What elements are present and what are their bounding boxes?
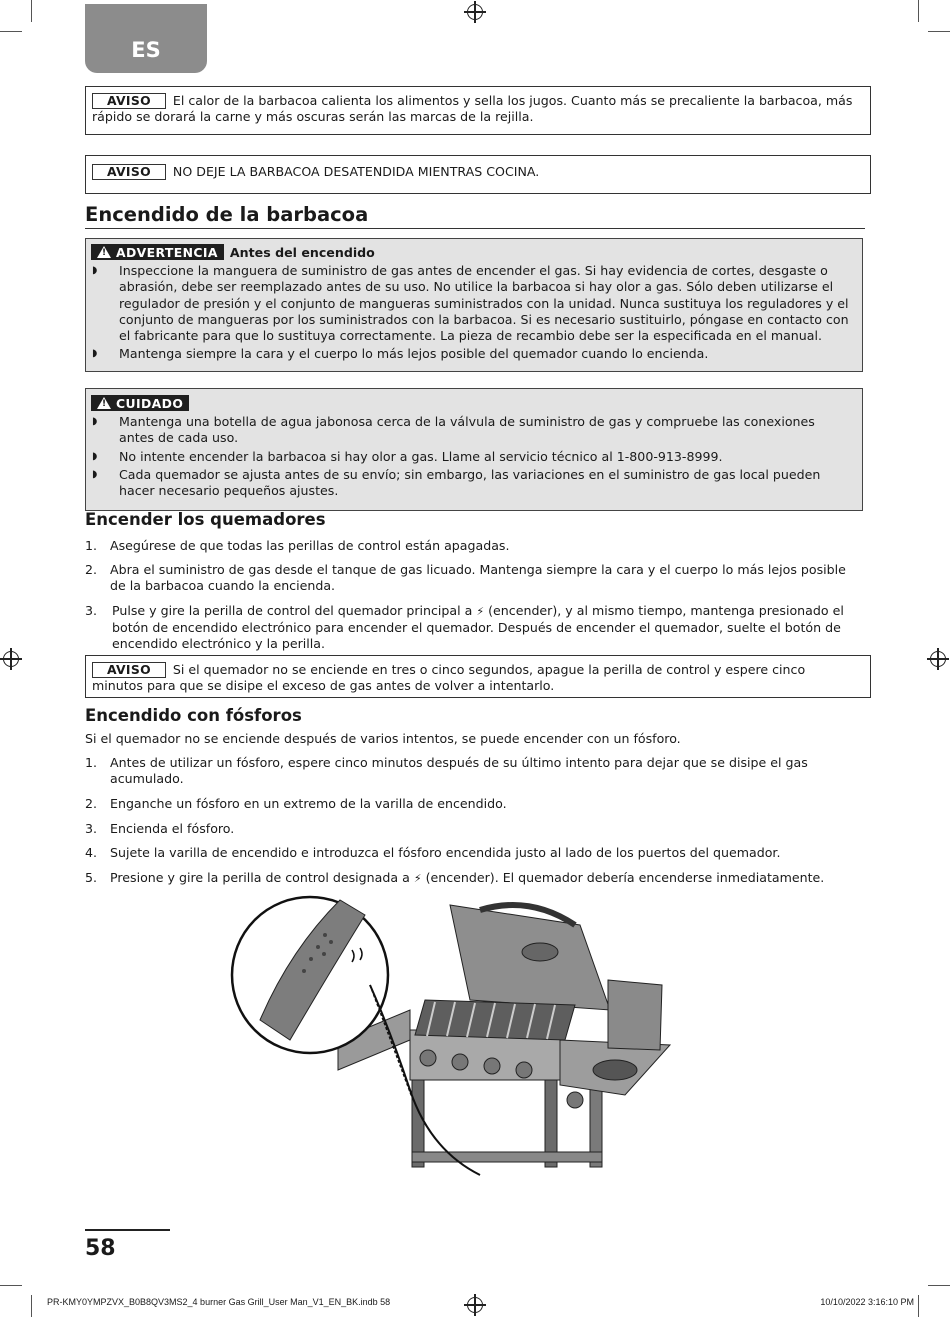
caution-label: ! CUIDADO (91, 395, 189, 411)
section-title: Encendido de la barbacoa (85, 203, 369, 226)
list-item: ◗ Cada quemador se ajusta antes de su envío; sin embargo, las variaciones en el suministro de gas local pueden hacer necesario pequeños ajustes. (92, 467, 852, 499)
crop-mark (928, 1285, 950, 1286)
list-item: 2. Abra el suministro de gas desde el tanque de gas licuado. Mantenga siempre la cara y el cuerpo lo más lejos posible de la barbacoa cuando la encienda. (85, 562, 846, 594)
grill-match-lighting-illustration (230, 890, 690, 1180)
ignite-icon: ⚡ (413, 872, 422, 886)
crop-mark (0, 1285, 22, 1286)
section-divider (85, 228, 865, 229)
burners-title: Encender los quemadores (85, 510, 326, 529)
crop-mark (31, 0, 32, 22)
warning-title: Antes del encendido (229, 245, 375, 260)
page-number: 58 (85, 1236, 116, 1261)
matches-intro: Si el quemador no se enciende después de varios intentos, se puede encender con un fósforo. (85, 731, 681, 746)
aviso-label: AVISO (92, 164, 166, 180)
registration-mark-left (3, 651, 19, 667)
aviso-label: AVISO (92, 662, 166, 678)
language-tab: ES (85, 4, 207, 73)
notice-text: NO DEJE LA BARBACOA DESATENDIDA MIENTRAS COCINA. (172, 164, 540, 179)
list-item: ◗ Mantenga una botella de agua jabonosa cerca de la válvula de suministro de gas y compruebe las conexiones antes de cada uso. (92, 414, 852, 446)
crop-mark (918, 0, 919, 22)
notice-text: Si el quemador no se enciende en tres o cinco segundos, apague la perilla de control y espere cinco minutos para que se disipe el exceso de gas antes de volver a intentarlo. (92, 662, 806, 694)
matches-steps (85, 755, 860, 887)
notice-unattended (85, 155, 871, 194)
registration-mark-top (467, 4, 483, 20)
notice-retry (85, 655, 871, 698)
warning-label: ! ADVERTENCIA (91, 244, 224, 260)
warning-triangle-icon: ! (97, 246, 111, 258)
crop-mark (928, 31, 950, 32)
ignite-icon: ⚡ (476, 604, 485, 618)
warning-list (86, 263, 862, 362)
list-item: 2. Enganche un fósforo en un extremo de la varilla de encendido. (85, 795, 507, 811)
notice-text: El calor de la barbacoa calienta los alimentos y sella los jugos. Cuanto más se precaliente la barbacoa, más rápido se dorará la carne y más oscuras serán las marcas de la rejilla. (92, 93, 853, 125)
list-item: 4. Sujete la varilla de encendido e introduzca el fósforo encendida justo al lado de los puertos del quemador. (85, 845, 781, 861)
caution-list (86, 414, 862, 499)
list-item: 1. Asegúrese de que todas las perillas de control están apagadas. (85, 538, 510, 553)
warning-triangle-icon: ! (97, 397, 111, 409)
list-item: 5. Presione y gire la perilla de control designada a ⚡ (encender). El quemador debería encenderse inmediatamente. (85, 870, 825, 886)
list-item: ◗ No intente encender la barbacoa si hay olor a gas. Llame al servicio técnico al 1-800-913-8999. (92, 449, 852, 465)
caution-box (85, 388, 863, 511)
list-item: ◗ Mantenga siempre la cara y el cuerpo lo más lejos posible del quemador cuando lo encienda. (92, 346, 852, 362)
matches-title: Encendido con fósforos (85, 706, 302, 725)
list-item: 3. Pulse y gire la perilla de control del quemador principal a ⚡ (encender), y al mismo tiempo, mantenga presionado el botón de encendido electrónico para encender el quemador. Después de encender el quemador, suelte el botón de encendido electrónico y la perilla. (85, 602, 844, 652)
crop-mark (918, 1295, 919, 1317)
print-footer-datetime: 10/10/2022 3:16:10 PM (820, 1297, 914, 1307)
print-footer-file: PR-KMY0YMPZVX_B0B8QV3MS2_4 burner Gas Grill_User Man_V1_EN_BK.indb 58 (47, 1297, 391, 1307)
registration-mark-right (930, 651, 946, 667)
list-item: ◗ Inspeccione la manguera de suministro de gas antes de encender el gas. Si hay evidencia de cortes, desgaste o abrasión, debe ser reemplazado antes de su uso. No utilice la barbacoa si hay olor a gas. Sólo deben utilizarse el regulador de presión y el conjunto de mangueras suministrados con la unidad. Nunca sustituya los reguladores y el conjunto de mangueras por los suministrados con la barbacoa. Si es necesario sustituirlo, póngase en contacto con el fabricante para que lo sustituya correctamente. La pieza de recambio debe ser la especificada en el manual. (92, 263, 852, 344)
crop-mark (0, 31, 22, 32)
list-item: 1. Antes de utilizar un fósforo, espere cinco minutos después de su último intento para dejar que se disipe el gas acumulado. (85, 755, 808, 787)
list-item: 3. Encienda el fósforo. (85, 820, 235, 836)
aviso-label: AVISO (92, 93, 166, 109)
crop-mark (31, 1295, 32, 1317)
page-number-rule (85, 1229, 170, 1231)
warning-box (85, 238, 863, 372)
registration-mark-bottom (467, 1297, 483, 1313)
notice-preheat (85, 86, 871, 135)
burners-steps (85, 538, 860, 652)
